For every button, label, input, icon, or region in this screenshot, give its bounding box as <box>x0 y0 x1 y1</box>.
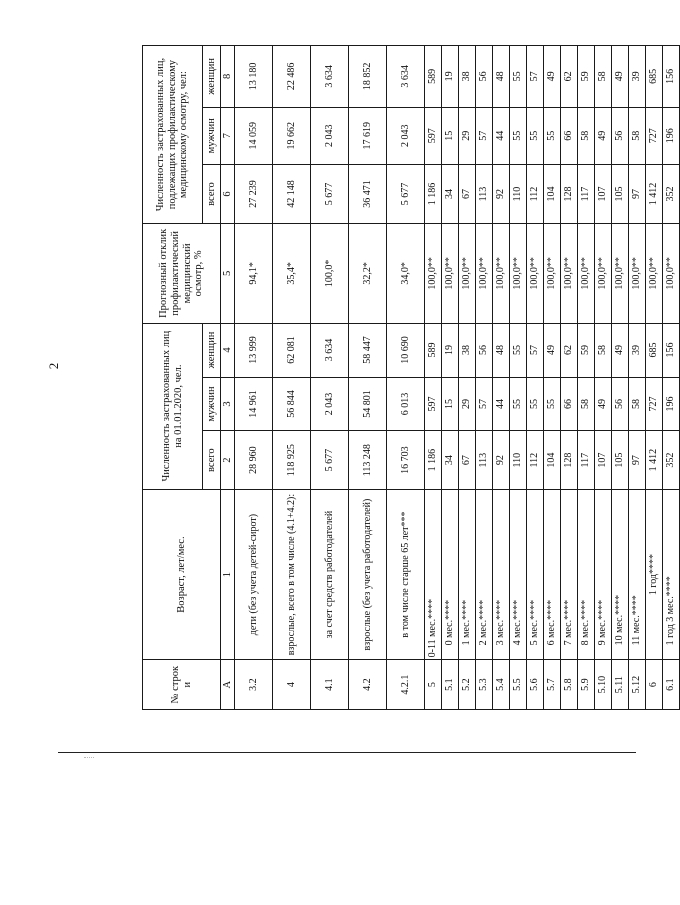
subject-total: 104 <box>544 164 561 223</box>
row-number: 5.1 <box>442 660 459 710</box>
response-percent: 100,0** <box>510 224 527 323</box>
response-percent: 35,4* <box>273 224 311 323</box>
table-row <box>349 46 387 710</box>
insured-men: 29 <box>459 377 476 431</box>
table-row <box>510 46 527 710</box>
header-row-number: № строк и <box>143 660 221 710</box>
subject-women: 19 <box>442 46 459 108</box>
row-number: 4.2 <box>349 660 387 710</box>
insured-men: 58 <box>629 377 646 431</box>
response-percent: 100,0** <box>544 224 561 323</box>
response-percent: 100,0** <box>442 224 459 323</box>
insured-total: 1 186 <box>425 431 442 489</box>
column-index: 1 <box>221 489 235 660</box>
row-number: 4.1 <box>311 660 349 710</box>
subject-total: 42 148 <box>273 164 311 223</box>
table-row <box>527 46 544 710</box>
subject-women: 18 852 <box>349 46 387 108</box>
insured-total: 113 <box>476 431 493 489</box>
row-number: 5.10 <box>595 660 612 710</box>
column-index: 4 <box>221 323 235 377</box>
row-age-label: за счет средств работодателей <box>311 489 349 660</box>
row-age-label: дети (без учета детей-сирот) <box>235 489 273 660</box>
insured-women: 19 <box>442 323 459 377</box>
subject-total: 1 412 <box>646 164 663 223</box>
subject-total: 113 <box>476 164 493 223</box>
insured-total: 110 <box>510 431 527 489</box>
row-age-label: 3 мес.**** <box>493 489 510 660</box>
response-percent: 94,1* <box>235 224 273 323</box>
column-index: 2 <box>221 431 235 489</box>
subject-women: 58 <box>595 46 612 108</box>
insured-total: 97 <box>629 431 646 489</box>
insured-women: 13 999 <box>235 323 273 377</box>
row-number: 5.11 <box>612 660 629 710</box>
subject-men: 727 <box>646 107 663 164</box>
subject-men: 57 <box>476 107 493 164</box>
subject-women: 3 634 <box>387 46 425 108</box>
response-percent: 32,2* <box>349 224 387 323</box>
insured-men: 727 <box>646 377 663 431</box>
response-percent: 100,0** <box>663 224 680 323</box>
insured-total: 118 925 <box>273 431 311 489</box>
table-row <box>493 46 510 710</box>
insured-men: 55 <box>527 377 544 431</box>
row-number: 5.7 <box>544 660 561 710</box>
table-row <box>476 46 493 710</box>
response-percent: 100,0** <box>578 224 595 323</box>
insured-total: 112 <box>527 431 544 489</box>
table-row <box>561 46 578 710</box>
subject-women: 589 <box>425 46 442 108</box>
row-number: 5.12 <box>629 660 646 710</box>
row-number: 4 <box>273 660 311 710</box>
row-age-label: 4 мес.**** <box>510 489 527 660</box>
insured-men: 57 <box>476 377 493 431</box>
response-percent: 34,0* <box>387 224 425 323</box>
header-forecast-response: Прогнозный отклик профилактический медицинский осмотр, % <box>143 224 221 323</box>
subject-men: 49 <box>595 107 612 164</box>
subject-total: 5 677 <box>387 164 425 223</box>
table-row <box>544 46 561 710</box>
insured-men: 6 013 <box>387 377 425 431</box>
insured-women: 58 <box>595 323 612 377</box>
insured-persons-table <box>142 45 680 710</box>
subject-total: 34 <box>442 164 459 223</box>
subject-women: 13 180 <box>235 46 273 108</box>
header-men: мужчин <box>203 377 221 431</box>
insured-total: 34 <box>442 431 459 489</box>
response-percent: 100,0** <box>527 224 544 323</box>
subject-men: 55 <box>527 107 544 164</box>
subject-total: 92 <box>493 164 510 223</box>
insured-total: 92 <box>493 431 510 489</box>
insured-women: 62 <box>561 323 578 377</box>
insured-men: 14 961 <box>235 377 273 431</box>
insured-men: 597 <box>425 377 442 431</box>
row-number: 5.6 <box>527 660 544 710</box>
insured-total: 113 248 <box>349 431 387 489</box>
table-row <box>442 46 459 710</box>
header-women-2: женщин <box>203 46 221 108</box>
row-age-label: 1 год**** <box>646 489 663 660</box>
table-row <box>387 46 425 710</box>
row-number: 5.4 <box>493 660 510 710</box>
insured-total: 67 <box>459 431 476 489</box>
row-age-label: 6 мес.**** <box>544 489 561 660</box>
subject-total: 110 <box>510 164 527 223</box>
insured-men: 55 <box>510 377 527 431</box>
response-percent: 100,0** <box>595 224 612 323</box>
row-number: 3.2 <box>235 660 273 710</box>
subject-men: 2 043 <box>387 107 425 164</box>
subject-men: 196 <box>663 107 680 164</box>
subject-total: 128 <box>561 164 578 223</box>
response-percent: 100,0** <box>612 224 629 323</box>
row-number: 6.1 <box>663 660 680 710</box>
row-age-label: взрослые (без учета работодателей) <box>349 489 387 660</box>
insured-women: 38 <box>459 323 476 377</box>
table-row <box>663 46 680 710</box>
row-number: 5.8 <box>561 660 578 710</box>
insured-total: 16 703 <box>387 431 425 489</box>
row-age-label: 2 мес.**** <box>476 489 493 660</box>
subject-men: 58 <box>578 107 595 164</box>
subject-women: 62 <box>561 46 578 108</box>
row-age-label: 5 мес.**** <box>527 489 544 660</box>
subject-women: 156 <box>663 46 680 108</box>
insured-women: 3 634 <box>311 323 349 377</box>
insured-women: 685 <box>646 323 663 377</box>
subject-men: 44 <box>493 107 510 164</box>
insured-men: 44 <box>493 377 510 431</box>
row-number: 5.5 <box>510 660 527 710</box>
subject-women: 39 <box>629 46 646 108</box>
subject-total: 27 239 <box>235 164 273 223</box>
row-age-label: в том числе старше 65 лет*** <box>387 489 425 660</box>
rotated-table-wrapper <box>142 45 677 710</box>
subject-women: 22 486 <box>273 46 311 108</box>
insured-women: 156 <box>663 323 680 377</box>
row-number: 5.9 <box>578 660 595 710</box>
subject-women: 55 <box>510 46 527 108</box>
subject-total: 67 <box>459 164 476 223</box>
table-row <box>235 46 273 710</box>
insured-women: 589 <box>425 323 442 377</box>
response-percent: 100,0** <box>646 224 663 323</box>
row-age-label: 7 мес.**** <box>561 489 578 660</box>
row-age-label: 0 мес.**** <box>442 489 459 660</box>
header-insured-group: Численность застрахованных лиц на 01.01.2020, чел. <box>143 323 203 489</box>
insured-women: 49 <box>612 323 629 377</box>
table-row <box>578 46 595 710</box>
insured-total: 107 <box>595 431 612 489</box>
insured-total: 128 <box>561 431 578 489</box>
subject-total: 5 677 <box>311 164 349 223</box>
subject-total: 117 <box>578 164 595 223</box>
column-index: 8 <box>221 46 235 108</box>
row-number: 5 <box>425 660 442 710</box>
insured-women: 39 <box>629 323 646 377</box>
response-percent: 100,0** <box>493 224 510 323</box>
insured-total: 1 412 <box>646 431 663 489</box>
column-index: А <box>221 660 235 710</box>
row-number: 4.2.1 <box>387 660 425 710</box>
row-age-label: взрослые, всего в том числе (4.1+4.2): <box>273 489 311 660</box>
row-age-label: 10 мес.**** <box>612 489 629 660</box>
insured-women: 57 <box>527 323 544 377</box>
subject-women: 48 <box>493 46 510 108</box>
page-number: 2 <box>46 362 61 370</box>
insured-men: 49 <box>595 377 612 431</box>
subject-women: 49 <box>612 46 629 108</box>
subject-women: 685 <box>646 46 663 108</box>
scan-mark <box>84 757 94 758</box>
row-age-label: 11 мес.**** <box>629 489 646 660</box>
row-number: 5.2 <box>459 660 476 710</box>
subject-men: 29 <box>459 107 476 164</box>
table-row <box>595 46 612 710</box>
insured-men: 56 844 <box>273 377 311 431</box>
header-men-2: мужчин <box>203 107 221 164</box>
subject-total: 112 <box>527 164 544 223</box>
subject-women: 38 <box>459 46 476 108</box>
subject-men: 17 619 <box>349 107 387 164</box>
insured-women: 58 447 <box>349 323 387 377</box>
subject-men: 14 059 <box>235 107 273 164</box>
insured-men: 196 <box>663 377 680 431</box>
insured-women: 48 <box>493 323 510 377</box>
subject-total: 97 <box>629 164 646 223</box>
subject-women: 57 <box>527 46 544 108</box>
table-row <box>273 46 311 710</box>
insured-men: 55 <box>544 377 561 431</box>
table-row <box>459 46 476 710</box>
response-percent: 100,0* <box>311 224 349 323</box>
subject-total: 107 <box>595 164 612 223</box>
row-number: 6 <box>646 660 663 710</box>
table-row <box>311 46 349 710</box>
subject-men: 19 662 <box>273 107 311 164</box>
response-percent: 100,0** <box>476 224 493 323</box>
table-row <box>629 46 646 710</box>
subject-total: 1 186 <box>425 164 442 223</box>
subject-women: 59 <box>578 46 595 108</box>
table-body <box>235 46 680 710</box>
insured-total: 104 <box>544 431 561 489</box>
insured-total: 117 <box>578 431 595 489</box>
insured-women: 55 <box>510 323 527 377</box>
column-index: 6 <box>221 164 235 223</box>
bottom-rule <box>58 752 636 753</box>
insured-women: 10 690 <box>387 323 425 377</box>
subject-men: 597 <box>425 107 442 164</box>
subject-men: 15 <box>442 107 459 164</box>
response-percent: 100,0** <box>459 224 476 323</box>
subject-women: 49 <box>544 46 561 108</box>
insured-total: 352 <box>663 431 680 489</box>
row-number: 5.3 <box>476 660 493 710</box>
table-row <box>425 46 442 710</box>
insured-total: 28 960 <box>235 431 273 489</box>
subject-women: 56 <box>476 46 493 108</box>
response-percent: 100,0** <box>425 224 442 323</box>
header-total-2: всего <box>203 164 221 223</box>
subject-men: 66 <box>561 107 578 164</box>
column-index: 5 <box>221 224 235 323</box>
insured-men: 2 043 <box>311 377 349 431</box>
table-row <box>646 46 663 710</box>
response-percent: 100,0** <box>629 224 646 323</box>
subject-women: 3 634 <box>311 46 349 108</box>
subject-men: 55 <box>544 107 561 164</box>
header-women: женщин <box>203 323 221 377</box>
column-index-row <box>221 46 235 710</box>
row-age-label: 0-11 мес.**** <box>425 489 442 660</box>
subject-men: 56 <box>612 107 629 164</box>
row-age-label: 9 мес.**** <box>595 489 612 660</box>
insured-women: 49 <box>544 323 561 377</box>
insured-men: 58 <box>578 377 595 431</box>
insured-women: 62 081 <box>273 323 311 377</box>
response-percent: 100,0** <box>561 224 578 323</box>
subject-men: 55 <box>510 107 527 164</box>
row-age-label: 8 мес.**** <box>578 489 595 660</box>
table-row <box>612 46 629 710</box>
subject-total: 36 471 <box>349 164 387 223</box>
insured-total: 5 677 <box>311 431 349 489</box>
subject-total: 352 <box>663 164 680 223</box>
header-subject-group: Численность застрахованных лиц, подлежащих профилактическому медицинскому осмотру, чел: <box>143 46 203 224</box>
header-age: Возраст, лет/мес. <box>143 489 221 660</box>
subject-men: 58 <box>629 107 646 164</box>
insured-women: 59 <box>578 323 595 377</box>
insured-men: 56 <box>612 377 629 431</box>
insured-total: 105 <box>612 431 629 489</box>
subject-total: 105 <box>612 164 629 223</box>
header-total: всего <box>203 431 221 489</box>
column-index: 7 <box>221 107 235 164</box>
column-index: 3 <box>221 377 235 431</box>
insured-men: 15 <box>442 377 459 431</box>
subject-men: 2 043 <box>311 107 349 164</box>
row-age-label: 1 мес.**** <box>459 489 476 660</box>
insured-men: 66 <box>561 377 578 431</box>
insured-men: 54 801 <box>349 377 387 431</box>
insured-women: 56 <box>476 323 493 377</box>
row-age-label: 1 год 3 мес.**** <box>663 489 680 660</box>
